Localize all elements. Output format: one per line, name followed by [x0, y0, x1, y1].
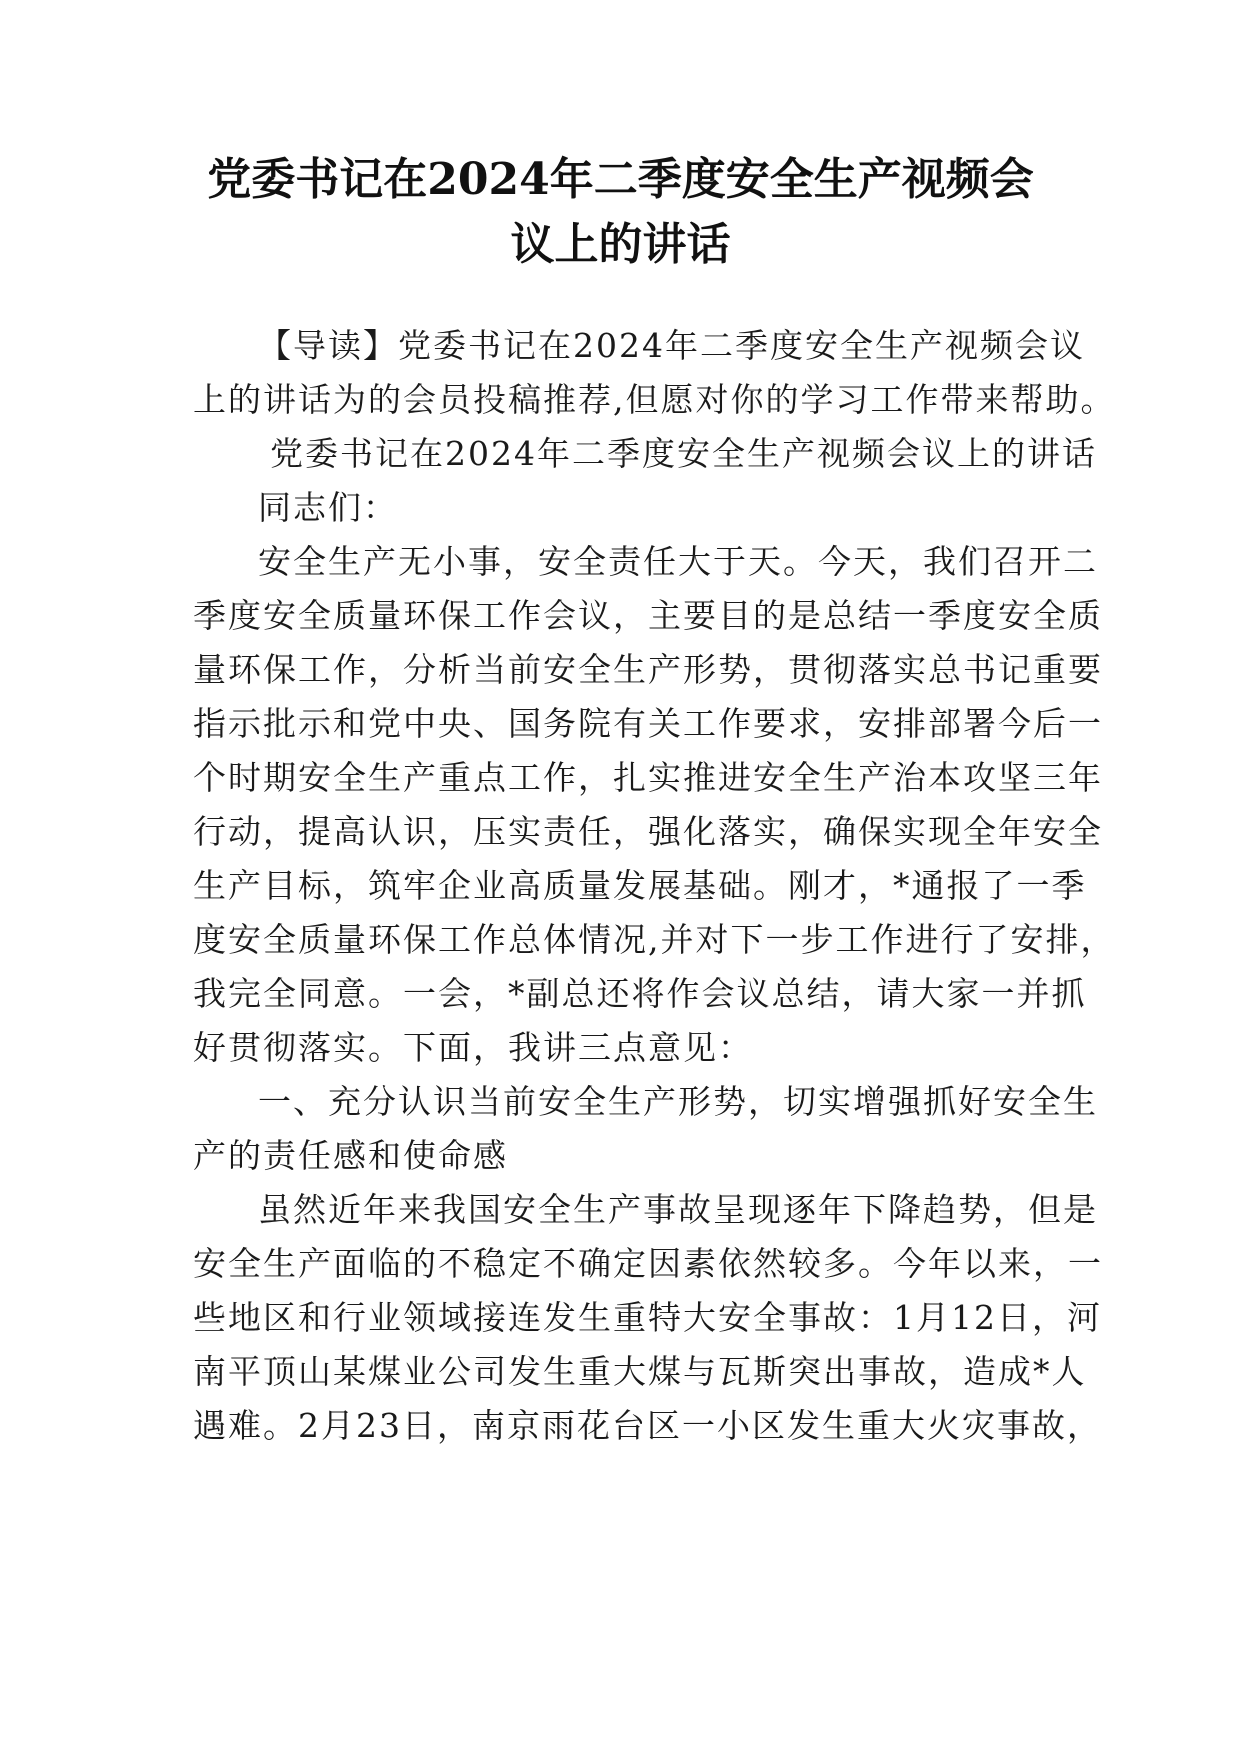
body-line: 些地区和行业领域接连发生重特大安全事故：1月12日，河	[193, 1298, 1102, 1337]
document-title-line-1: 党委书记在2024年二季度安全生产视频会	[207, 154, 1034, 205]
body-line: 行动，提高认识，压实责任，强化落实，确保实现全年安全	[193, 812, 1103, 851]
body-line: 个时期安全生产重点工作，扎实推进安全生产治本攻坚三年	[193, 758, 1103, 797]
body-line: 安全生产无小事，安全责任大于天。今天，我们召开二	[258, 542, 1098, 581]
body-line: 度安全质量环保工作总体情况,并对下一步工作进行了安排，	[193, 920, 1116, 959]
body-line: 好贯彻落实。下面，我讲三点意见：	[193, 1028, 753, 1067]
salutation-line: 同志们：	[258, 488, 398, 527]
section-heading-line: 一、充分认识当前安全生产形势，切实增强抓好安全生	[258, 1082, 1098, 1121]
body-line: 我完全同意。一会，*副总还将作会议总结，请大家一并抓	[193, 974, 1087, 1013]
document-title-line-2: 议上的讲话	[510, 219, 731, 270]
body-line: 指示批示和党中央、国务院有关工作要求，安排部署今后一	[193, 704, 1103, 743]
section-heading-line: 产的责任感和使命感	[193, 1136, 508, 1175]
body-line: 量环保工作，分析当前安全生产形势，贯彻落实总书记重要	[193, 650, 1103, 689]
body-line: 虽然近年来我国安全生产事故呈现逐年下降趋势，但是	[258, 1190, 1098, 1229]
body-line: 生产目标，筑牢企业高质量发展基础。刚才，*通报了一季	[193, 866, 1087, 905]
body-line: 安全生产面临的不稳定不确定因素依然较多。今年以来，一	[193, 1244, 1103, 1283]
body-line: 季度安全质量环保工作会议，主要目的是总结一季度安全质	[193, 596, 1103, 635]
subtitle-line: 党委书记在2024年二季度安全生产视频会议上的讲话	[270, 434, 1097, 473]
intro-line-2: 上的讲话为的会员投稿推荐,但愿对你的学习工作带来帮助。	[193, 380, 1116, 419]
intro-line-1: 【导读】党委书记在2024年二季度安全生产视频会议	[258, 326, 1085, 365]
body-line: 南平顶山某煤业公司发生重大煤与瓦斯突出事故，造成*人	[193, 1352, 1087, 1391]
body-line: 遇难。2月23日，南京雨花台区一小区发生重大火灾事故，	[193, 1406, 1102, 1445]
